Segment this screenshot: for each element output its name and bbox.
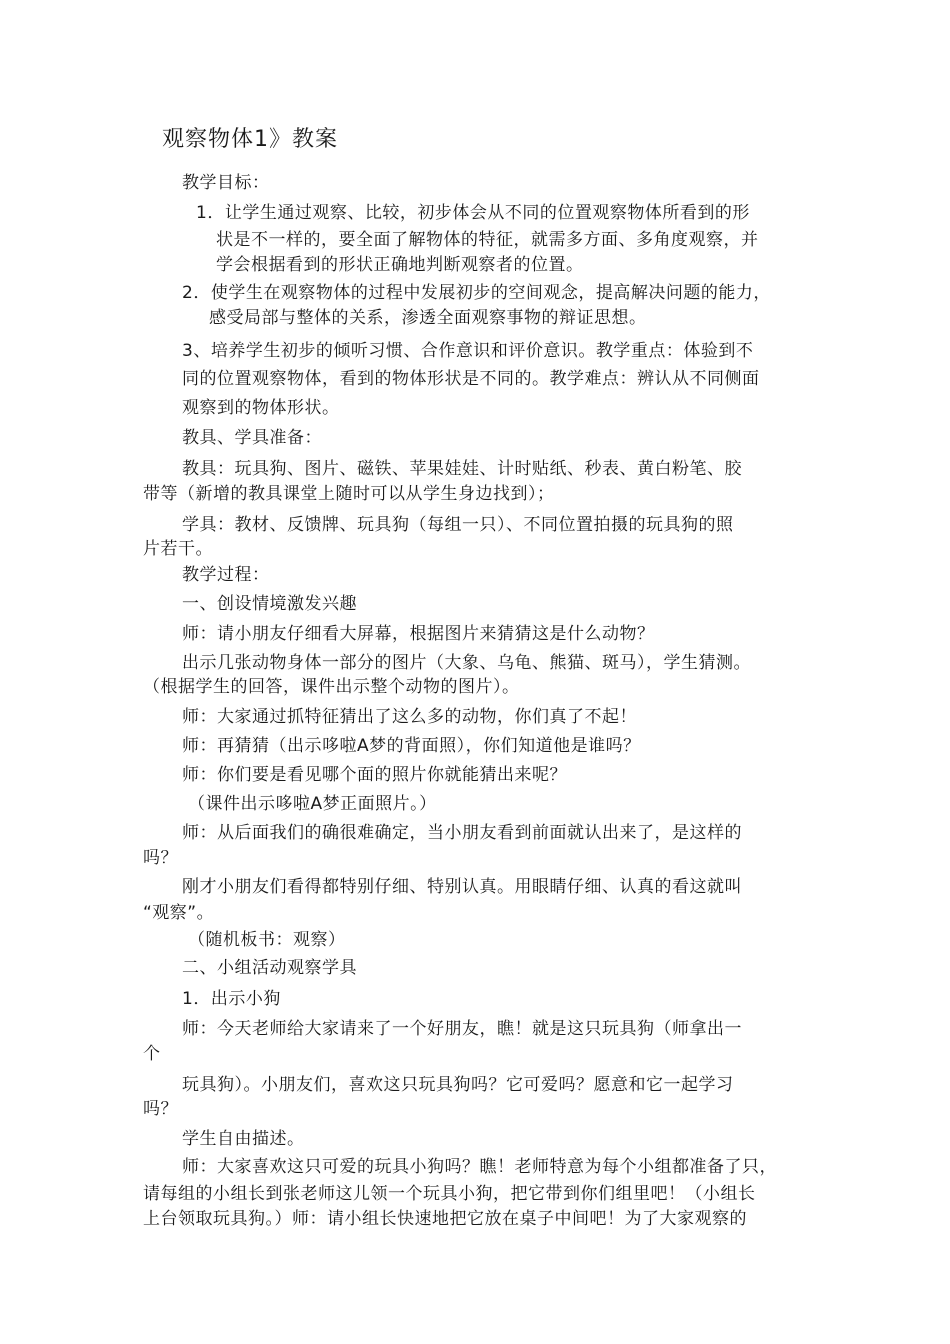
goal-3-line-2: 同的位置观察物体，看到的物体形状是不同的。教学难点：辨认从不同侧面	[182, 369, 760, 389]
goal-3-line-1: 3、培养学生初步的倾听习惯、合作意识和评价意识。教学重点：体验到不	[182, 341, 754, 361]
paragraph: 吗？	[143, 848, 178, 868]
paragraph: 玩具狗）。小朋友们，喜欢这只玩具狗吗？它可爱吗？愿意和它一起学习	[182, 1075, 734, 1095]
student-tools-line-1: 学具：教材、反馈牌、玩具狗（每组一只）、不同位置拍摄的玩具狗的照	[182, 515, 734, 535]
paragraph: （随机板书：观察）	[188, 930, 346, 950]
goal-1-line-2: 状是不一样的，要全面了解物体的特征，就需多方面、多角度观察，并	[216, 230, 759, 250]
part-1-heading: 一、创设情境激发兴趣	[182, 594, 357, 614]
paragraph: 师：大家通过抓特征猜出了这么多的动物，你们真了不起！	[182, 707, 637, 727]
section-heading-process: 教学过程：	[182, 565, 270, 585]
student-tools-line-2: 片若干。	[143, 539, 213, 559]
paragraph: 师：大家喜欢这只可爱的玩具小狗吗？瞧！老师特意为每个小组都准备了只，	[182, 1157, 777, 1177]
teacher-tools-line-2: 带等（新增的教具课堂上随时可以从学生身边找到）；	[143, 484, 555, 504]
teacher-tools-line-1: 教具：玩具狗、图片、磁铁、苹果娃娃、计时贴纸、秒表、黄白粉笔、胶	[182, 459, 742, 479]
paragraph: （课件出示哆啦A梦正面照片。）	[188, 794, 437, 814]
paragraph: 师：今天老师给大家请来了一个好朋友，瞧！就是这只玩具狗（师拿出一	[182, 1019, 742, 1039]
goal-1-line-3: 学会根据看到的形状正确地判断观察者的位置。	[216, 255, 584, 275]
paragraph: 请每组的小组长到张老师这儿领一个玩具小狗，把它带到你们组里吧！（小组长	[143, 1184, 756, 1204]
paragraph: 师：你们要是看见哪个面的照片你就能猜出来呢？	[182, 765, 567, 785]
paragraph: 出示几张动物身体一部分的图片（大象、乌龟、熊猫、斑马），学生猜测。	[182, 653, 751, 673]
paragraph: 个	[143, 1044, 161, 1064]
goal-2-line-1: 2．使学生在观察物体的过程中发展初步的空间观念，提高解决问题的能力，	[182, 283, 771, 303]
paragraph: “观察”。	[143, 903, 215, 923]
paragraph: 刚才小朋友们看得都特别仔细、特别认真。用眼睛仔细、认真的看这就叫	[182, 877, 742, 897]
section-heading-materials: 教具、学具准备：	[182, 428, 322, 448]
step-1-heading: 1．出示小狗	[182, 989, 281, 1009]
paragraph: 学生自由描述。	[182, 1129, 305, 1149]
part-2-heading: 二、小组活动观察学具	[182, 958, 357, 978]
goal-2-line-2: 感受局部与整体的关系，渗透全面观察事物的辩证思想。	[209, 308, 647, 328]
goal-1-line-1: 1．让学生通过观察、比较，初步体会从不同的位置观察物体所看到的形	[196, 203, 750, 223]
paragraph: 师：从后面我们的确很难确定，当小朋友看到前面就认出来了，是这样的	[182, 823, 742, 843]
paragraph: （根据学生的回答，课件出示整个动物的图片）。	[143, 677, 520, 697]
paragraph: 师：再猜猜（出示哆啦A梦的背面照），你们知道他是谁吗？	[182, 736, 641, 756]
page-title: 观察物体1》教案	[162, 127, 338, 152]
goal-3-line-3: 观察到的物体形状。	[182, 398, 340, 418]
paragraph: 吗？	[143, 1099, 178, 1119]
paragraph: 上台领取玩具狗。）师：请小组长快速地把它放在桌子中间吧！为了大家观察的	[143, 1209, 747, 1229]
section-heading-goals: 教学目标：	[182, 173, 270, 193]
paragraph: 师：请小朋友仔细看大屏幕，根据图片来猜猜这是什么动物？	[182, 624, 655, 644]
